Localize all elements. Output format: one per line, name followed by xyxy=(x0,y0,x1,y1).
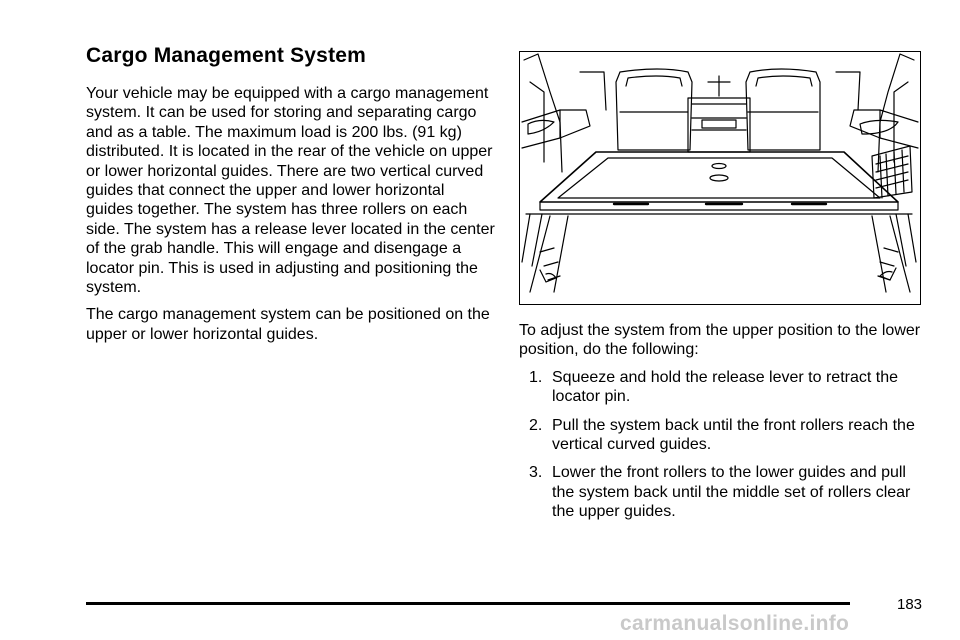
step-text: Lower the front rollers to the lower guides and pull the system back until the middle set of rollers clear the upper guides. xyxy=(552,464,911,521)
right-column xyxy=(519,321,929,531)
step-text: Squeeze and hold the release lever to retract the locator pin. xyxy=(552,368,898,406)
step-item xyxy=(519,463,929,521)
procedure-intro: To adjust the system from the upper position to the lower position, do the following: xyxy=(519,322,921,359)
step-item xyxy=(519,368,929,407)
intro-paragraph: Your vehicle may be equipped with a cargo management system. It can be used for storing and separating cargo and as a table. The maximum load is 200 lbs. (91 kg) distributed. It is located in the rear of the vehicle on upper or lower horizontal guides. There are two vertical curved guides that connect the upper and lower horizontal guides together. The system has three rollers on each side. The system has a release lever located in the center of the grab handle. This will engage and disengage a locator pin. This is used in adjusting and positioning the system. xyxy=(86,85,495,297)
footer-rule xyxy=(86,602,850,605)
page-title: Cargo Management System xyxy=(86,44,367,67)
position-paragraph: The cargo management system can be positioned on the upper or lower horizontal guides. xyxy=(86,306,490,343)
left-column xyxy=(86,84,496,352)
procedure-steps xyxy=(519,368,929,522)
step-number: 1. xyxy=(529,368,543,386)
step-number: 3. xyxy=(529,464,543,482)
step-text: Pull the system back until the front rollers reach the vertical curved guides. xyxy=(552,416,915,454)
page-number: 183 xyxy=(897,596,923,613)
step-number: 2. xyxy=(529,416,543,434)
watermark-text: carmanualsonline.info xyxy=(620,612,850,635)
step-item xyxy=(519,416,929,455)
cargo-system-illustration xyxy=(519,51,921,305)
